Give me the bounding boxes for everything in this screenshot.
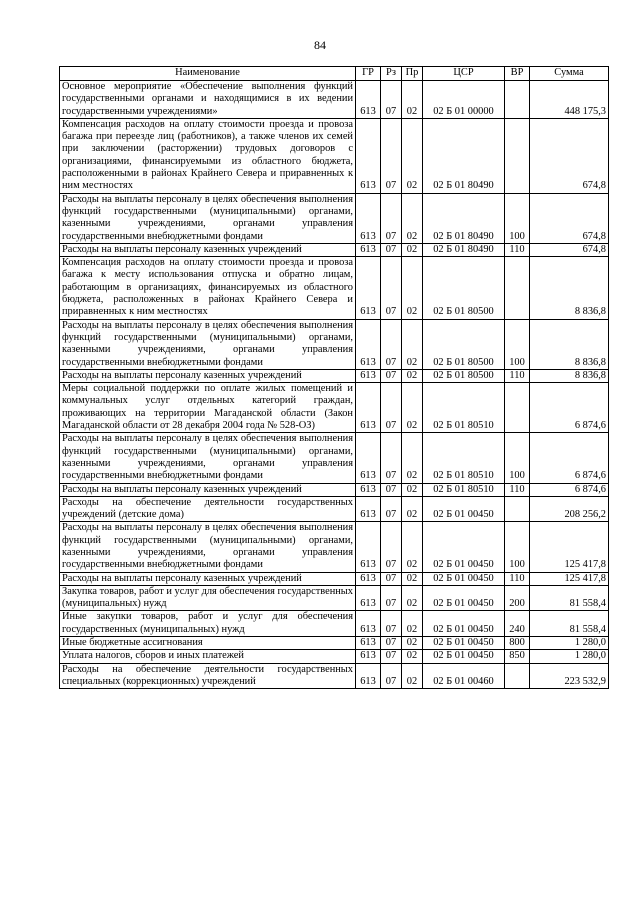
table-row: [60, 118, 609, 193]
cell-pr: 02: [402, 663, 423, 689]
cell-vr: 110: [505, 369, 530, 382]
cell-csr: 02 Б 01 00450: [423, 496, 505, 522]
cell-gr: 613: [356, 483, 381, 496]
cell-rz: 07: [381, 663, 402, 689]
cell-rz: 07: [381, 319, 402, 369]
table-row: [60, 585, 609, 611]
table-row: [60, 369, 609, 382]
cell-name: Расходы на выплаты персоналу казенных учреждений: [60, 243, 356, 256]
cell-rz: 07: [381, 433, 402, 483]
cell-gr: 613: [356, 433, 381, 483]
cell-vr: [505, 383, 530, 433]
cell-sum: 1 280,0: [530, 637, 609, 650]
cell-gr: 613: [356, 585, 381, 611]
table-row: [60, 383, 609, 433]
cell-sum: 81 558,4: [530, 585, 609, 611]
table-row: [60, 496, 609, 522]
cell-csr: 02 Б 01 00450: [423, 585, 505, 611]
cell-sum: 208 256,2: [530, 496, 609, 522]
table-row: [60, 572, 609, 585]
table-row: [60, 611, 609, 637]
cell-pr: 02: [402, 319, 423, 369]
cell-name: Основное мероприятие «Обеспечение выполнения функций государственными органами и находящимися в их ведении государственными учреждениями»: [60, 81, 356, 119]
cell-vr: [505, 118, 530, 193]
cell-rz: 07: [381, 257, 402, 319]
cell-pr: 02: [402, 433, 423, 483]
cell-name: Иные бюджетные ассигнования: [60, 637, 356, 650]
cell-rz: 07: [381, 369, 402, 382]
cell-pr: 02: [402, 522, 423, 572]
cell-rz: 07: [381, 650, 402, 663]
cell-pr: 02: [402, 496, 423, 522]
cell-gr: 613: [356, 650, 381, 663]
cell-rz: 07: [381, 118, 402, 193]
cell-name: Расходы на выплаты персоналу в целях обеспечения выполнения функций государственными (муниципальными) органами, казенными учреждениями, органами управления государственными внебюджетными фондами: [60, 319, 356, 369]
cell-gr: 613: [356, 319, 381, 369]
budget-table: [59, 66, 609, 689]
cell-vr: 100: [505, 433, 530, 483]
cell-vr: 100: [505, 522, 530, 572]
cell-csr: 02 Б 01 00450: [423, 522, 505, 572]
cell-sum: 674,8: [530, 118, 609, 193]
cell-csr: 02 Б 01 80490: [423, 243, 505, 256]
cell-name: Расходы на выплаты персоналу в целях обеспечения выполнения функций государственными (муниципальными) органами, казенными учреждениями, органами управления государственными внебюджетными фондами: [60, 433, 356, 483]
cell-gr: 613: [356, 663, 381, 689]
table-body: [60, 81, 609, 689]
cell-gr: 613: [356, 496, 381, 522]
cell-vr: 100: [505, 193, 530, 243]
cell-sum: 674,8: [530, 193, 609, 243]
cell-csr: 02 Б 01 80490: [423, 193, 505, 243]
table-row: [60, 243, 609, 256]
cell-sum: 6 874,6: [530, 483, 609, 496]
cell-gr: 613: [356, 522, 381, 572]
cell-csr: 02 Б 01 00450: [423, 572, 505, 585]
cell-rz: 07: [381, 572, 402, 585]
cell-name: Расходы на выплаты персоналу в целях обеспечения выполнения функций государственными (муниципальными) органами, казенными учреждениями, органами управления государственными внебюджетными фондами: [60, 522, 356, 572]
cell-name: Расходы на выплаты персоналу в целях обеспечения выполнения функций государственными (муниципальными) органами, казенными учреждениями, органами управления государственными внебюджетными фондами: [60, 193, 356, 243]
cell-sum: 125 417,8: [530, 572, 609, 585]
cell-rz: 07: [381, 522, 402, 572]
cell-csr: 02 Б 01 80510: [423, 483, 505, 496]
header-gr: ГР: [356, 67, 381, 81]
table-row: [60, 637, 609, 650]
cell-pr: 02: [402, 257, 423, 319]
cell-vr: [505, 663, 530, 689]
cell-sum: 8 836,8: [530, 257, 609, 319]
cell-pr: 02: [402, 650, 423, 663]
table-row: [60, 483, 609, 496]
table-row: [60, 663, 609, 689]
table-row: [60, 522, 609, 572]
cell-name: Закупка товаров, работ и услуг для обеспечения государственных (муниципальных) нужд: [60, 585, 356, 611]
cell-vr: [505, 496, 530, 522]
cell-pr: 02: [402, 243, 423, 256]
cell-vr: [505, 257, 530, 319]
cell-vr: 800: [505, 637, 530, 650]
cell-name: Расходы на выплаты персоналу казенных учреждений: [60, 483, 356, 496]
table-row: [60, 193, 609, 243]
table-row: [60, 433, 609, 483]
cell-csr: 02 Б 01 00450: [423, 637, 505, 650]
cell-rz: 07: [381, 483, 402, 496]
cell-name: Уплата налогов, сборов и иных платежей: [60, 650, 356, 663]
cell-gr: 613: [356, 611, 381, 637]
header-name: Наименование: [60, 67, 356, 81]
cell-pr: 02: [402, 193, 423, 243]
table-row: [60, 650, 609, 663]
cell-rz: 07: [381, 585, 402, 611]
page-number: 84: [314, 38, 326, 52]
table-row: [60, 81, 609, 119]
cell-csr: 02 Б 01 80490: [423, 118, 505, 193]
cell-vr: 110: [505, 483, 530, 496]
cell-sum: 223 532,9: [530, 663, 609, 689]
cell-gr: 613: [356, 81, 381, 119]
cell-gr: 613: [356, 193, 381, 243]
cell-sum: 6 874,6: [530, 383, 609, 433]
cell-name: Расходы на обеспечение деятельности государственных учреждений (детские дома): [60, 496, 356, 522]
cell-pr: 02: [402, 637, 423, 650]
cell-pr: 02: [402, 369, 423, 382]
table-row: [60, 257, 609, 319]
cell-gr: 613: [356, 118, 381, 193]
header-pr: Пр: [402, 67, 423, 81]
cell-sum: 125 417,8: [530, 522, 609, 572]
cell-rz: 07: [381, 383, 402, 433]
cell-gr: 613: [356, 243, 381, 256]
cell-csr: 02 Б 01 80500: [423, 319, 505, 369]
cell-rz: 07: [381, 193, 402, 243]
cell-gr: 613: [356, 369, 381, 382]
cell-csr: 02 Б 01 80500: [423, 369, 505, 382]
cell-pr: 02: [402, 81, 423, 119]
cell-vr: [505, 81, 530, 119]
cell-sum: 448 175,3: [530, 81, 609, 119]
cell-name: Расходы на выплаты персоналу казенных учреждений: [60, 572, 356, 585]
header-vr: ВР: [505, 67, 530, 81]
cell-vr: 110: [505, 243, 530, 256]
cell-name: Расходы на обеспечение деятельности государственных специальных (коррекционных) учреждений: [60, 663, 356, 689]
cell-csr: 02 Б 01 80510: [423, 383, 505, 433]
cell-vr: 100: [505, 319, 530, 369]
cell-pr: 02: [402, 611, 423, 637]
cell-csr: 02 Б 01 00460: [423, 663, 505, 689]
cell-gr: 613: [356, 572, 381, 585]
cell-rz: 07: [381, 611, 402, 637]
cell-name: Меры социальной поддержки по оплате жилых помещений и коммунальных услуг отдельных категорий граждан, проживающих на территории Магаданской области (Закон Магаданской области от 28 декабря 2004 года № 528-ОЗ): [60, 383, 356, 433]
cell-rz: 07: [381, 496, 402, 522]
cell-vr: 200: [505, 585, 530, 611]
cell-sum: 6 874,6: [530, 433, 609, 483]
cell-vr: 240: [505, 611, 530, 637]
cell-pr: 02: [402, 118, 423, 193]
header-rz: Рз: [381, 67, 402, 81]
cell-gr: 613: [356, 383, 381, 433]
table-header-row: [60, 67, 609, 81]
cell-gr: 613: [356, 637, 381, 650]
cell-vr: 850: [505, 650, 530, 663]
table-row: [60, 319, 609, 369]
header-sum: Сумма: [530, 67, 609, 81]
cell-rz: 07: [381, 243, 402, 256]
cell-pr: 02: [402, 572, 423, 585]
cell-csr: 02 Б 01 80510: [423, 433, 505, 483]
cell-name: Расходы на выплаты персоналу казенных учреждений: [60, 369, 356, 382]
cell-sum: 1 280,0: [530, 650, 609, 663]
cell-sum: 8 836,8: [530, 369, 609, 382]
cell-vr: 110: [505, 572, 530, 585]
cell-sum: 8 836,8: [530, 319, 609, 369]
cell-csr: 02 Б 01 00450: [423, 611, 505, 637]
cell-name: Компенсация расходов на оплату стоимости проезда и провоза багажа при переезде лиц (работников), а также членов их семей при заключении (расторжении) трудовых договоров с организациями, финансируемыми из областного бюджета, расположенными в районах Крайнего Севера и приравненных к ним местностях: [60, 118, 356, 193]
cell-csr: 02 Б 01 00450: [423, 650, 505, 663]
cell-pr: 02: [402, 585, 423, 611]
cell-name: Иные закупки товаров, работ и услуг для обеспечения государственных (муниципальных) нужд: [60, 611, 356, 637]
cell-sum: 81 558,4: [530, 611, 609, 637]
cell-rz: 07: [381, 637, 402, 650]
cell-sum: 674,8: [530, 243, 609, 256]
cell-pr: 02: [402, 483, 423, 496]
cell-csr: 02 Б 01 80500: [423, 257, 505, 319]
cell-csr: 02 Б 01 00000: [423, 81, 505, 119]
header-csr: ЦСР: [423, 67, 505, 81]
cell-pr: 02: [402, 383, 423, 433]
cell-gr: 613: [356, 257, 381, 319]
cell-rz: 07: [381, 81, 402, 119]
cell-name: Компенсация расходов на оплату стоимости проезда и провоза багажа к месту использования отпуска и обратно лицам, работающим в организациях, финансируемых из областного бюджета, расположенных в районах Крайнего Севера и приравненных к ним местностях: [60, 257, 356, 319]
